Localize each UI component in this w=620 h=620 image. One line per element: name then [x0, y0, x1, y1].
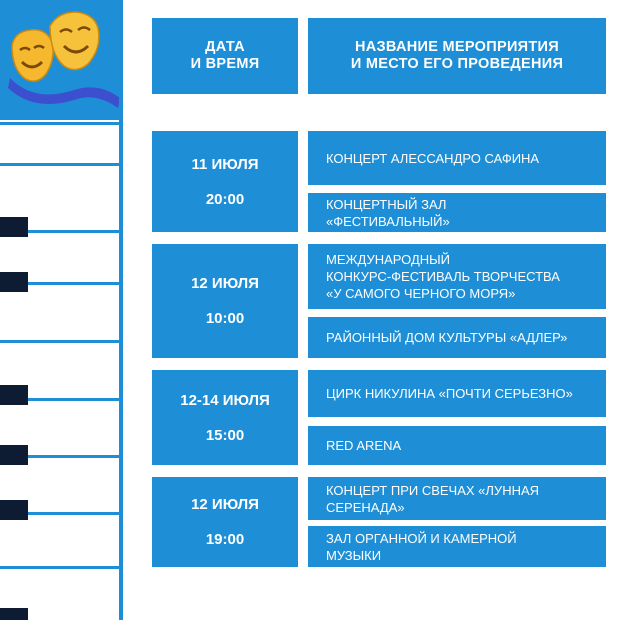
event-time: 20:00	[205, 190, 245, 208]
event-time: 19:00	[205, 531, 245, 548]
piano-key-line	[0, 340, 120, 343]
piano-key-line	[0, 122, 120, 125]
theatre-masks-icon	[4, 8, 124, 113]
event-date: 12 ИЮЛЯ	[191, 496, 259, 513]
event-time: 10:00	[205, 310, 245, 327]
event-venue: ЗАЛ ОРГАННОЙ И КАМЕРНОЙ МУЗЫКИ	[308, 526, 606, 567]
event-date: 11 ИЮЛЯ	[191, 155, 259, 173]
piano-black-key	[0, 445, 28, 465]
event-venue: КОНЦЕРТНЫЙ ЗАЛ «ФЕСТИВАЛЬНЫЙ»	[308, 193, 606, 232]
piano-strip	[0, 0, 124, 620]
event-name: ЦИРК НИКУЛИНА «ПОЧТИ СЕРЬЕЗНО»	[308, 370, 606, 417]
date-column-header: ДАТА И ВРЕМЯ	[152, 18, 298, 94]
event-column-header: НАЗВАНИЕ МЕРОПРИЯТИЯ И МЕСТО ЕГО ПРОВЕДЕНИЯ	[308, 18, 606, 94]
strip-edge	[119, 0, 123, 620]
event-date-cell	[152, 370, 298, 465]
event-name: МЕЖДУНАРОДНЫЙ КОНКУРС-ФЕСТИВАЛЬ ТВОРЧЕСТВА «У САМОГО ЧЕРНОГО МОРЯ»	[308, 244, 606, 309]
event-venue: RED ARENA	[308, 426, 606, 465]
event-venue: РАЙОННЫЙ ДОМ КУЛЬТУРЫ «АДЛЕР»	[308, 317, 606, 358]
piano-black-key	[0, 272, 28, 292]
piano-black-key	[0, 385, 28, 405]
event-time: 15:00	[205, 426, 245, 444]
event-name: КОНЦЕРТ АЛЕССАНДРО САФИНА	[308, 131, 606, 185]
event-date: 12 ИЮЛЯ	[191, 275, 259, 292]
piano-black-key	[0, 500, 28, 520]
event-name: КОНЦЕРТ ПРИ СВЕЧАХ «ЛУННАЯ СЕРЕНАДА»	[308, 477, 606, 520]
event-date: 12-14 ИЮЛЯ	[180, 391, 270, 409]
piano-black-key	[0, 608, 28, 620]
event-date-cell	[152, 244, 298, 358]
piano-key-line	[0, 163, 120, 166]
event-date-cell	[152, 477, 298, 567]
piano-key-line	[0, 566, 120, 569]
event-date-cell	[152, 131, 298, 232]
piano-black-key	[0, 217, 28, 237]
